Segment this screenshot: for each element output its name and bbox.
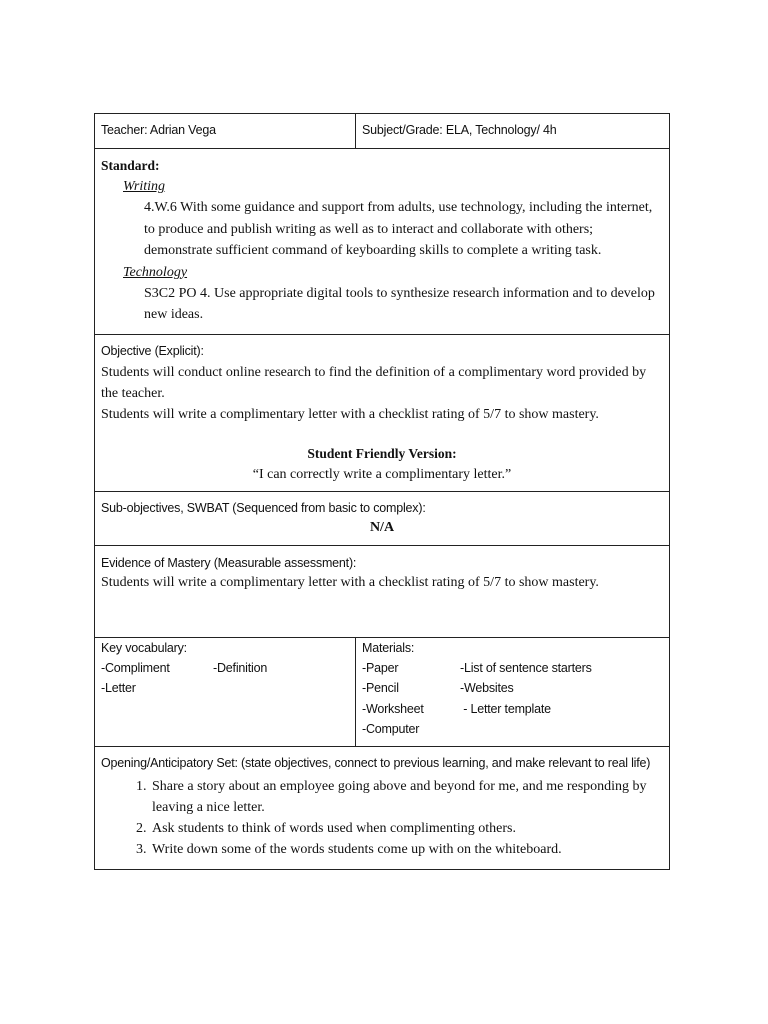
objective-row xyxy=(95,334,670,491)
subobjectives-cell xyxy=(95,491,670,545)
opening-label: Opening/Anticipatory Set: (state objectives, connect to previous learning, and make relevant to real life) xyxy=(101,755,651,770)
vocab-item: -Definition xyxy=(213,660,268,675)
header-row xyxy=(95,114,670,149)
opening-row xyxy=(95,746,670,869)
vocabulary-label: Key vocabulary: xyxy=(101,640,187,655)
vocabulary-list xyxy=(101,658,349,698)
teacher-text: Teacher: Adrian Vega xyxy=(101,123,216,137)
standard-cell xyxy=(95,149,670,335)
material-item: -Pencil xyxy=(362,681,399,695)
student-friendly-text: “I can correctly write a complimentary letter.” xyxy=(252,466,512,482)
opening-steps xyxy=(101,776,663,860)
opening-step: 1. Share a story about an employee going above and beyond for me, and me responding by leaving a nice letter. xyxy=(150,776,663,818)
writing-standard-text: 4.W.6 With some guidance and support from adults, use technology, including the internet, to produce and publish writing as well as to interact and collaborate with others; demonstrate sufficient command of keyboarding skills to complete a writing task. xyxy=(144,200,653,258)
vocabulary-cell xyxy=(95,637,356,746)
material-item: -Computer xyxy=(362,722,420,736)
standard-row xyxy=(95,149,670,335)
material-item: - Letter template xyxy=(460,701,551,716)
student-friendly-title: Student Friendly Version: xyxy=(307,445,457,461)
technology-label: Technology xyxy=(123,264,188,280)
evidence-cell xyxy=(95,545,670,637)
objective-line-1: Students will conduct online research to find the definition of a complimentary word provided by the teacher. xyxy=(101,364,647,401)
subobjectives-row xyxy=(95,491,670,545)
opening-step: 2. Ask students to think of words used when complimenting others. xyxy=(150,818,663,839)
materials-cell xyxy=(356,637,670,746)
subobjectives-label: Sub-objectives, SWBAT (Sequenced from basic to complex): xyxy=(101,500,426,515)
lesson-plan-table xyxy=(94,113,670,870)
material-item: -Worksheet xyxy=(362,701,424,716)
material-item: -Websites xyxy=(460,681,514,695)
vocab-materials-row xyxy=(95,637,670,746)
vocab-item: -Letter xyxy=(101,680,136,695)
teacher-cell xyxy=(95,114,356,149)
opening-cell xyxy=(95,746,670,869)
evidence-row xyxy=(95,545,670,637)
materials-label: Materials: xyxy=(362,640,415,655)
objective-cell xyxy=(95,334,670,491)
objective-line-2: Students will write a complimentary letter with a checklist rating of 5/7 to show mastery. xyxy=(101,406,599,422)
subject-grade-cell xyxy=(356,114,670,149)
subject-grade-text: Subject/Grade: ELA, Technology/ 4h xyxy=(362,123,557,137)
materials-list xyxy=(362,658,663,740)
material-item: -List of sentence starters xyxy=(460,660,592,675)
objective-label: Objective (Explicit): xyxy=(101,343,204,358)
writing-label: Writing xyxy=(123,179,166,194)
standard-label: Standard: xyxy=(101,158,160,173)
technology-standard-text: S3C2 PO 4. Use appropriate digital tools to synthesize research information and to develop new ideas. xyxy=(144,285,655,322)
evidence-text: Students will write a complimentary letter with a checklist rating of 5/7 to show mastery. xyxy=(101,574,599,590)
opening-step: 3. Write down some of the words students come up with on the whiteboard. xyxy=(150,839,663,860)
vocab-item: -Compliment xyxy=(101,660,170,675)
material-item: -Paper xyxy=(362,660,399,675)
subobjectives-value: N/A xyxy=(369,519,395,535)
evidence-label: Evidence of Mastery (Measurable assessment): xyxy=(101,555,357,570)
